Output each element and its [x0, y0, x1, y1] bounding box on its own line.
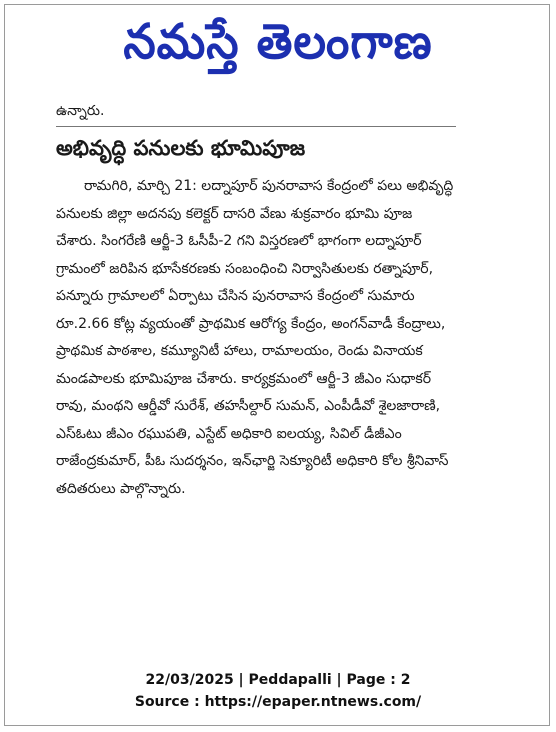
- article-body-text: రామగిరి, మార్చి 21: లద్నాపూర్ పునరావాస కేంద్రంలో పలు అభివృద్ధి పనులకు జిల్లా అదనపు కలెక్టర్ దాసరి వేణు శుక్రవారం భూమి పూజ చేశారు. సింగరేణి ఆర్జీ-3 ఓసీపీ-2 గని విస్తరణలో భాగంగా లద్నాపూర్ గ్రామంలో జరిపిన భూసేకరణకు సంబంధించి నిర్వాసితులకు రత్నాపూర్, పన్నూరు గ్రామాలలో ఏర్పాటు చేసిన పునరావాస కేంద్రంలో సుమారు రూ.2.66 కోట్ల వ్యయంతో ప్రాథమిక ఆరోగ్య కేంద్రం, అంగన్‌వాడీ కేంద్రాలు, ప్రాథమిక పాఠశాల, కమ్యూనిటీ హాలు, రామాలయం, రెండు వినాయక మండపాలకు భూమిపూజ చేశారు. కార్యక్రమంలో ఆర్జీ-3 జీఎం సుధాకర్ రావు, మంథని ఆర్డీవో సురేశ్, తహసీల్దార్ సుమన్, ఎంపీడీవో శైలజారాణి, ఎస్‌ఓటు జీఎం రఘుపతి, ఎస్టేట్ అధికారి ఐలయ్య, సివిల్ డీజీఎం రాజేంద్రకుమార్, పీఓ సుదర్శనం, ఇన్‌ఛార్జి సెక్యూరిటీ అధికారి కోల శ్రీనివాస్ తదితరులు పాల్గొన్నారు.: [56, 178, 454, 497]
- article-body: [56, 173, 456, 503]
- carryover-text: ఉన్నారు.: [56, 103, 105, 119]
- article: [56, 100, 456, 503]
- masthead: [0, 6, 556, 76]
- footer-date-edition: 22/03/2025 | Peddapalli | Page : 2: [145, 672, 411, 688]
- footer-source: Source : https://epaper.ntnews.com/: [134, 694, 422, 710]
- masthead-title: నమస్తే తెలంగాణ: [123, 12, 433, 70]
- article-headline: అభివృద్ధి పనులకు భూమిపూజ: [56, 126, 456, 163]
